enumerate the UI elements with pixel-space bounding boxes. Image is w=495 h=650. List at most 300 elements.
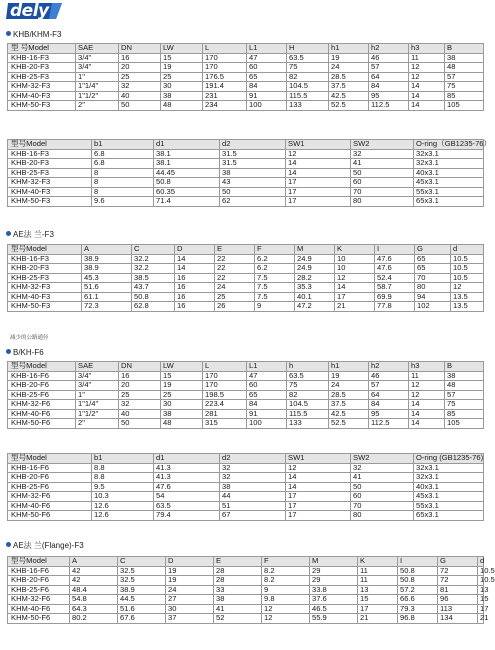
value-cell: 65	[415, 254, 451, 264]
column-header: 型号Model	[8, 454, 92, 464]
value-cell: 33	[214, 585, 262, 595]
value-cell: 84	[369, 400, 409, 410]
value-cell: 11	[358, 576, 398, 586]
value-cell: 17	[286, 511, 351, 521]
column-header: SW1	[286, 140, 351, 150]
value-cell: 27	[166, 595, 214, 605]
value-cell: 32.5	[118, 576, 166, 586]
column-header: 型号Model	[8, 140, 92, 150]
value-cell: 32x3.1	[414, 473, 484, 483]
table-row	[8, 400, 484, 410]
value-cell: 10.5	[478, 566, 484, 576]
table-header-row	[8, 140, 484, 150]
value-cell: 14	[409, 82, 445, 92]
value-cell: 28.2	[295, 273, 335, 283]
column-header: O-ring（GB1235-76）	[414, 140, 484, 150]
value-cell: 60	[351, 492, 414, 502]
value-cell: 52.5	[329, 419, 369, 429]
table-row	[8, 254, 484, 264]
value-cell: 100	[247, 101, 287, 111]
value-cell: 50	[351, 168, 414, 178]
column-header: B	[445, 362, 484, 372]
value-cell: 50.8	[398, 566, 438, 576]
section-bullet-icon	[6, 349, 11, 354]
table-flange-f6	[7, 453, 484, 521]
value-cell: 19	[329, 53, 369, 63]
value-cell: 32.5	[118, 566, 166, 576]
column-header: O-ring (GB1235-76)	[414, 454, 484, 464]
table-dimensions-f3	[7, 43, 484, 111]
model-cell: KHM-50-F6	[8, 419, 76, 429]
value-cell: 80	[415, 283, 451, 293]
value-cell: 10	[335, 264, 375, 274]
value-cell: 50.8	[132, 292, 175, 302]
value-cell: 50.8	[398, 576, 438, 586]
column-header: E	[214, 557, 262, 567]
value-cell: 13.5	[451, 302, 484, 312]
column-header: SW1	[286, 454, 351, 464]
value-cell: 60	[247, 63, 287, 73]
value-cell: 84	[247, 400, 287, 410]
value-cell: 38.9	[82, 254, 132, 264]
value-cell: 91	[247, 409, 287, 419]
value-cell: 281	[203, 409, 247, 419]
column-header: h3	[409, 44, 445, 54]
value-cell: 19	[161, 381, 203, 391]
table-ae-flange-f3	[7, 244, 484, 312]
value-cell: 41	[351, 473, 414, 483]
value-cell: 13.5	[451, 292, 484, 302]
model-cell: KHM-50-F3	[8, 101, 76, 111]
section-title-ae-flange-f6: AE法 兰(Flange)-F3	[6, 541, 84, 551]
value-cell: 64	[369, 390, 409, 400]
value-cell: 38	[161, 91, 203, 101]
value-cell: 12	[335, 273, 375, 283]
value-cell: 10.5	[478, 576, 484, 586]
value-cell: 12	[286, 463, 351, 473]
table-header-row	[8, 44, 484, 54]
value-cell: 96.8	[398, 614, 438, 624]
table-row	[8, 159, 484, 169]
column-header: 型号Model	[8, 362, 76, 372]
value-cell: 6.8	[92, 159, 154, 169]
value-cell: 11	[409, 371, 445, 381]
value-cell: 28.5	[329, 390, 369, 400]
value-cell: 95	[369, 409, 409, 419]
value-cell: 24.9	[295, 254, 335, 264]
value-cell: 19	[166, 566, 214, 576]
value-cell: 14	[409, 91, 445, 101]
value-cell: 15	[161, 371, 203, 381]
value-cell: 42.5	[329, 91, 369, 101]
section-title-ae-flange-f3: AE法 兰-F3	[6, 230, 54, 240]
column-header: F	[255, 245, 295, 255]
column-header: d1	[154, 454, 220, 464]
value-cell: 12	[262, 614, 310, 624]
model-cell: KHM-50-F3	[8, 197, 92, 207]
value-cell: 115.5	[287, 409, 329, 419]
value-cell: 50	[119, 419, 161, 429]
value-cell: 8.8	[92, 463, 154, 473]
value-cell: 41.3	[154, 463, 220, 473]
value-cell: 176.5	[203, 72, 247, 82]
value-cell: 3/4"	[76, 381, 119, 391]
value-cell: 57	[369, 63, 409, 73]
column-header: L1	[247, 362, 287, 372]
value-cell: 50	[220, 187, 286, 197]
value-cell: 57	[369, 381, 409, 391]
value-cell: 16	[175, 273, 215, 283]
value-cell: 50	[119, 101, 161, 111]
value-cell: 42	[70, 576, 118, 586]
value-cell: 10.5	[451, 273, 484, 283]
value-cell: 7.5	[255, 292, 295, 302]
value-cell: 17	[286, 197, 351, 207]
value-cell: 38	[214, 595, 262, 605]
column-header: DN	[119, 44, 161, 54]
table-row	[8, 473, 484, 483]
value-cell: 75	[445, 400, 484, 410]
value-cell: 9.8	[262, 595, 310, 605]
value-cell: 75	[287, 381, 329, 391]
column-header: LW	[161, 44, 203, 54]
value-cell: 170	[203, 63, 247, 73]
value-cell: 54	[154, 492, 220, 502]
model-cell: KHM-40-F6	[8, 501, 92, 511]
table-row	[8, 63, 484, 73]
value-cell: 38.9	[118, 585, 166, 595]
value-cell: 15	[358, 595, 398, 605]
column-header: d	[451, 245, 484, 255]
value-cell: 55x3.1	[414, 187, 484, 197]
value-cell: 32x3.1	[414, 159, 484, 169]
value-cell: 133	[287, 101, 329, 111]
value-cell: 25	[119, 390, 161, 400]
value-cell: 55x3.1	[414, 501, 484, 511]
value-cell: 51.6	[118, 604, 166, 614]
model-cell: KHB-20-F3	[8, 63, 76, 73]
column-header: h2	[369, 44, 409, 54]
value-cell: 3/4"	[76, 63, 119, 73]
table-row	[8, 463, 484, 473]
value-cell: 45.3	[82, 273, 132, 283]
brand-logo	[6, 1, 66, 21]
value-cell: 38	[161, 409, 203, 419]
value-cell: 94	[415, 292, 451, 302]
value-cell: 40	[119, 91, 161, 101]
value-cell: 10.5	[451, 254, 484, 264]
value-cell: 32x3.1	[414, 463, 484, 473]
value-cell: 75	[445, 82, 484, 92]
value-cell: 50	[351, 482, 414, 492]
value-cell: 11	[358, 566, 398, 576]
table-row	[8, 492, 484, 502]
value-cell: 8	[92, 187, 154, 197]
value-cell: 70	[415, 273, 451, 283]
value-cell: 44.5	[118, 595, 166, 605]
value-cell: 80.2	[70, 614, 118, 624]
value-cell: 9.6	[92, 197, 154, 207]
table-row	[8, 187, 484, 197]
value-cell: 231	[203, 91, 247, 101]
value-cell: 17	[478, 604, 484, 614]
value-cell: 64.3	[70, 604, 118, 614]
column-header: b1	[92, 140, 154, 150]
value-cell: 16	[119, 53, 161, 63]
model-cell: KHM-32-F6	[8, 595, 70, 605]
column-header: SAE	[76, 362, 119, 372]
value-cell: 170	[203, 371, 247, 381]
value-cell: 52.4	[375, 273, 415, 283]
value-cell: 32	[220, 473, 286, 483]
value-cell: 72	[438, 566, 478, 576]
model-cell: KHB-16-F6	[8, 371, 76, 381]
value-cell: 63.5	[287, 53, 329, 63]
value-cell: 16	[175, 283, 215, 293]
value-cell: 12	[409, 390, 445, 400]
value-cell: 57	[445, 390, 484, 400]
value-cell: 1"	[76, 390, 119, 400]
value-cell: 21	[335, 302, 375, 312]
value-cell: 25	[215, 292, 255, 302]
value-cell: 105	[445, 101, 484, 111]
value-cell: 22	[215, 254, 255, 264]
column-header: h3	[409, 362, 445, 372]
column-header: A	[70, 557, 118, 567]
value-cell: 16	[175, 302, 215, 312]
value-cell: 8.2	[262, 576, 310, 586]
column-header: D	[175, 245, 215, 255]
value-cell: 48	[445, 381, 484, 391]
value-cell: 60	[351, 178, 414, 188]
value-cell: 47	[247, 371, 287, 381]
value-cell: 32	[351, 149, 414, 159]
column-header: M	[310, 557, 358, 567]
value-cell: 96	[438, 595, 478, 605]
section-bullet-icon	[6, 542, 11, 547]
value-cell: 19	[161, 63, 203, 73]
value-cell: 10.3	[92, 492, 154, 502]
model-cell: KHB-16-F3	[8, 149, 92, 159]
value-cell: 41	[214, 604, 262, 614]
value-cell: 25	[161, 390, 203, 400]
table-row	[8, 178, 484, 188]
table-row	[8, 273, 484, 283]
value-cell: 9	[255, 302, 295, 312]
value-cell: 28	[214, 566, 262, 576]
table-flange-f3	[7, 139, 492, 207]
value-cell: 315	[203, 419, 247, 429]
value-cell: 2"	[76, 101, 119, 111]
value-cell: 62.8	[132, 302, 175, 312]
value-cell: 38	[220, 168, 286, 178]
value-cell: 15	[161, 53, 203, 63]
value-cell: 24.9	[295, 264, 335, 274]
value-cell: 63.5	[287, 371, 329, 381]
value-cell: 170	[203, 381, 247, 391]
column-header: I	[398, 557, 438, 567]
value-cell: 13	[478, 585, 484, 595]
model-cell: KHB-20-F6	[8, 576, 70, 586]
column-header: 型号Model	[8, 245, 82, 255]
column-header: H	[287, 44, 329, 54]
value-cell: 16	[119, 371, 161, 381]
column-header: E	[215, 245, 255, 255]
value-cell: 191.4	[203, 82, 247, 92]
column-header: LW	[161, 362, 203, 372]
value-cell: 42	[70, 566, 118, 576]
value-cell: 32.2	[132, 264, 175, 274]
value-cell: 66.6	[398, 595, 438, 605]
value-cell: 43.7	[132, 283, 175, 293]
value-cell: 102	[415, 302, 451, 312]
value-cell: 8	[92, 178, 154, 188]
value-cell: 71.4	[154, 197, 220, 207]
value-cell: 19	[329, 371, 369, 381]
value-cell: 65x3.1	[414, 511, 484, 521]
value-cell: 26	[215, 302, 255, 312]
value-cell: 198.5	[203, 390, 247, 400]
column-header: L1	[247, 44, 287, 54]
value-cell: 37.5	[329, 82, 369, 92]
value-cell: 72.3	[82, 302, 132, 312]
model-cell: KHM-50-F6	[8, 614, 70, 624]
value-cell: 2"	[76, 419, 119, 429]
model-cell: KHM-40-F6	[8, 604, 70, 614]
value-cell: 12	[409, 63, 445, 73]
value-cell: 17	[286, 492, 351, 502]
column-header: G	[438, 557, 478, 567]
model-cell: KHB-16-F6	[8, 566, 70, 576]
table-row	[8, 149, 484, 159]
value-cell: 28	[214, 576, 262, 586]
table-header-row	[8, 362, 484, 372]
value-cell: 44	[220, 492, 286, 502]
column-header: SW2	[351, 140, 414, 150]
model-cell: KHB-25-F3	[8, 168, 92, 178]
value-cell: 67.6	[118, 614, 166, 624]
table-row	[8, 511, 484, 521]
table-row	[8, 302, 484, 312]
value-cell: 45x3.1	[414, 492, 484, 502]
column-header: G	[415, 245, 451, 255]
table-row	[8, 381, 484, 391]
value-cell: 63.5	[154, 501, 220, 511]
value-cell: 46	[369, 371, 409, 381]
value-cell: 28.5	[329, 72, 369, 82]
model-cell: KHM-50-F6	[8, 511, 92, 521]
value-cell: 24	[329, 381, 369, 391]
value-cell: 9	[262, 585, 310, 595]
column-header: h1	[329, 362, 369, 372]
value-cell: 40	[119, 409, 161, 419]
value-cell: 47.2	[295, 302, 335, 312]
value-cell: 223.4	[203, 400, 247, 410]
model-cell: KHB-25-F3	[8, 273, 82, 283]
value-cell: 12.6	[92, 501, 154, 511]
value-cell: 6.2	[255, 264, 295, 274]
model-cell: KHM-40-F6	[8, 409, 76, 419]
column-header: K	[335, 245, 375, 255]
value-cell: 57	[445, 72, 484, 82]
column-header: K	[358, 557, 398, 567]
value-cell: 14	[286, 473, 351, 483]
value-cell: 17	[286, 178, 351, 188]
value-cell: 1"1/2"	[76, 91, 119, 101]
value-cell: 52.5	[329, 101, 369, 111]
column-header: h2	[369, 362, 409, 372]
value-cell: 37.5	[329, 400, 369, 410]
value-cell: 48	[161, 419, 203, 429]
value-cell: 29	[310, 576, 358, 586]
column-header: C	[118, 557, 166, 567]
model-cell: KHM-32-F6	[8, 400, 76, 410]
table-header-row	[8, 245, 484, 255]
column-header: b1	[92, 454, 154, 464]
table-row	[8, 501, 484, 511]
value-cell: 12	[409, 381, 445, 391]
model-cell: KHM-40-F3	[8, 292, 82, 302]
value-cell: 30	[161, 82, 203, 92]
value-cell: 40.1	[295, 292, 335, 302]
value-cell: 234	[203, 101, 247, 111]
table-row	[8, 82, 484, 92]
value-cell: 22	[215, 264, 255, 274]
value-cell: 38.9	[82, 264, 132, 274]
value-cell: 14	[175, 254, 215, 264]
value-cell: 13	[358, 585, 398, 595]
value-cell: 80	[351, 197, 414, 207]
value-cell: 6.8	[92, 149, 154, 159]
value-cell: 44.45	[154, 168, 220, 178]
value-cell: 43	[220, 178, 286, 188]
value-cell: 20	[119, 63, 161, 73]
value-cell: 25	[161, 72, 203, 82]
section-bullet-icon	[6, 31, 11, 36]
value-cell: 10.5	[451, 264, 484, 274]
value-cell: 48	[445, 63, 484, 73]
logo-text: dely	[10, 1, 49, 21]
column-header: d	[478, 557, 484, 567]
value-cell: 45x3.1	[414, 178, 484, 188]
column-header: L	[203, 362, 247, 372]
table-row	[8, 292, 484, 302]
value-cell: 81	[438, 585, 478, 595]
value-cell: 20	[119, 381, 161, 391]
value-cell: 67	[220, 511, 286, 521]
value-cell: 48	[161, 101, 203, 111]
value-cell: 1"1/4"	[76, 400, 119, 410]
value-cell: 60	[247, 381, 287, 391]
table-row	[8, 576, 484, 586]
value-cell: 60.35	[154, 187, 220, 197]
value-cell: 46.5	[310, 604, 358, 614]
value-cell: 32	[220, 463, 286, 473]
value-cell: 51	[220, 501, 286, 511]
value-cell: 70	[351, 501, 414, 511]
value-cell: 21	[478, 614, 484, 624]
value-cell: 41	[351, 159, 414, 169]
value-cell: 24	[166, 585, 214, 595]
value-cell: 31.5	[220, 149, 286, 159]
model-cell: KHM-32-F3	[8, 178, 92, 188]
column-header: C	[132, 245, 175, 255]
value-cell: 32	[351, 463, 414, 473]
column-header: 型 号Model	[8, 44, 76, 54]
model-cell: KHM-32-F3	[8, 82, 76, 92]
model-cell: KHB-25-F6	[8, 482, 92, 492]
column-header: 型号Model	[8, 557, 70, 567]
